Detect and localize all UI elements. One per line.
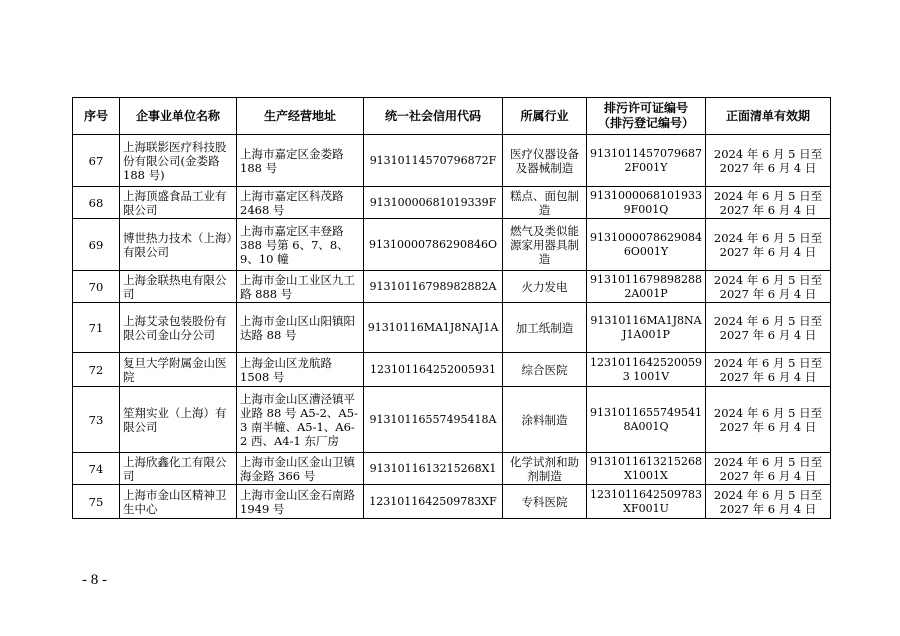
cell-address: 上海金山区龙航路 1508 号 xyxy=(237,353,364,387)
header-permit-number: 排污许可证编号 （排污登记编号） xyxy=(587,98,706,135)
table-row xyxy=(73,271,831,303)
cell-credit-code: 123101164252005931 xyxy=(364,353,503,387)
cell-address: 上海市金山区山阳镇阳达路 88 号 xyxy=(237,303,364,353)
table-row xyxy=(73,303,831,353)
cell-index: 67 xyxy=(73,135,120,187)
cell-validity: 2024 年 6 月 5 日至 2027 年 6 月 4 日 xyxy=(706,485,831,519)
cell-validity: 2024 年 6 月 5 日至 2027 年 6 月 4 日 xyxy=(706,353,831,387)
cell-permit-number: 91310114570796872F001Y xyxy=(587,135,706,187)
cell-company-name: 上海金联热电有限公司 xyxy=(120,271,237,303)
cell-address: 上海市嘉定区丰登路 388 号第 6、7、8、9、10 幢 xyxy=(237,219,364,271)
cell-company-name: 上海联影医疗科技股份有限公司(金娄路 188 号) xyxy=(120,135,237,187)
header-industry: 所属行业 xyxy=(503,98,587,135)
cell-company-name: 笙翔实业（上海）有限公司 xyxy=(120,387,237,453)
cell-validity: 2024 年 6 月 5 日至 2027 年 6 月 4 日 xyxy=(706,271,831,303)
cell-index: 70 xyxy=(73,271,120,303)
cell-validity: 2024 年 6 月 5 日至 2027 年 6 月 4 日 xyxy=(706,219,831,271)
cell-company-name: 上海艾录包装股份有限公司金山分公司 xyxy=(120,303,237,353)
header-credit-code: 统一社会信用代码 xyxy=(364,98,503,135)
page-number: - 8 - xyxy=(82,572,107,588)
cell-industry: 化学试剂和助剂制造 xyxy=(503,453,587,485)
table-row xyxy=(73,453,831,485)
header-index: 序号 xyxy=(73,98,120,135)
cell-industry: 涂料制造 xyxy=(503,387,587,453)
cell-company-name: 博世热力技术（上海）有限公司 xyxy=(120,219,237,271)
cell-industry: 医疗仪器设备及器械制造 xyxy=(503,135,587,187)
cell-credit-code: 91310116MA1J8NAJ1A xyxy=(364,303,503,353)
cell-address: 上海市金山区漕泾镇平业路 88 号 A5-2、A5-3 南半幢、A5-1、A6-2 西、A4-1 东厂房 xyxy=(237,387,364,453)
table-row xyxy=(73,219,831,271)
cell-index: 72 xyxy=(73,353,120,387)
cell-index: 71 xyxy=(73,303,120,353)
cell-credit-code: 91310116798982882A xyxy=(364,271,503,303)
table-row xyxy=(73,187,831,219)
cell-validity: 2024 年 6 月 5 日至 2027 年 6 月 4 日 xyxy=(706,453,831,485)
header-company-name: 企事业单位名称 xyxy=(120,98,237,135)
cell-address: 上海市嘉定区科茂路 2468 号 xyxy=(237,187,364,219)
cell-credit-code: 91310114570796872F xyxy=(364,135,503,187)
cell-validity: 2024 年 6 月 5 日至 2027 年 6 月 4 日 xyxy=(706,387,831,453)
cell-index: 73 xyxy=(73,387,120,453)
table-row xyxy=(73,135,831,187)
cell-credit-code: 9131011613215268X1 xyxy=(364,453,503,485)
cell-industry: 糕点、面包制造 xyxy=(503,187,587,219)
cell-credit-code: 91310000786290846O xyxy=(364,219,503,271)
cell-industry: 火力发电 xyxy=(503,271,587,303)
cell-permit-number: 1231011642509783XF001U xyxy=(587,485,706,519)
cell-address: 上海市金山区金山卫镇海金路 366 号 xyxy=(237,453,364,485)
cell-permit-number: 12310116425200593 1001V xyxy=(587,353,706,387)
cell-industry: 加工纸制造 xyxy=(503,303,587,353)
table-row xyxy=(73,387,831,453)
header-validity: 正面清单有效期 xyxy=(706,98,831,135)
cell-industry: 综合医院 xyxy=(503,353,587,387)
cell-company-name: 上海顶盛食品工业有限公司 xyxy=(120,187,237,219)
cell-permit-number: 91310116798982882A001P xyxy=(587,271,706,303)
table-row xyxy=(73,353,831,387)
cell-permit-number: 9131011613215268X1001X xyxy=(587,453,706,485)
cell-permit-number: 91310116557495418A001Q xyxy=(587,387,706,453)
cell-permit-number: 91310000681019339F001Q xyxy=(587,187,706,219)
cell-company-name: 上海市金山区精神卫生中心 xyxy=(120,485,237,519)
cell-industry: 专科医院 xyxy=(503,485,587,519)
cell-permit-number: 91310116MA1J8NAJ1A001P xyxy=(587,303,706,353)
table-header-row xyxy=(73,98,831,135)
cell-address: 上海市金山工业区九工路 888 号 xyxy=(237,271,364,303)
cell-index: 68 xyxy=(73,187,120,219)
cell-industry: 燃气及类似能源家用器具制造 xyxy=(503,219,587,271)
cell-validity: 2024 年 6 月 5 日至 2027 年 6 月 4 日 xyxy=(706,303,831,353)
cell-credit-code: 91310116557495418A xyxy=(364,387,503,453)
cell-address: 上海市嘉定区金娄路 188 号 xyxy=(237,135,364,187)
cell-validity: 2024 年 6 月 5 日至 2027 年 6 月 4 日 xyxy=(706,187,831,219)
cell-company-name: 上海欣鑫化工有限公司 xyxy=(120,453,237,485)
cell-index: 75 xyxy=(73,485,120,519)
table-row xyxy=(73,485,831,519)
cell-company-name: 复旦大学附属金山医院 xyxy=(120,353,237,387)
cell-permit-number: 91310000786290846O001Y xyxy=(587,219,706,271)
pollution-permit-table xyxy=(72,97,831,519)
cell-validity: 2024 年 6 月 5 日至 2027 年 6 月 4 日 xyxy=(706,135,831,187)
cell-index: 69 xyxy=(73,219,120,271)
header-address: 生产经营地址 xyxy=(237,98,364,135)
cell-index: 74 xyxy=(73,453,120,485)
cell-address: 上海市金山区金石南路 1949 号 xyxy=(237,485,364,519)
cell-credit-code: 91310000681019339F xyxy=(364,187,503,219)
cell-credit-code: 1231011642509783XF xyxy=(364,485,503,519)
